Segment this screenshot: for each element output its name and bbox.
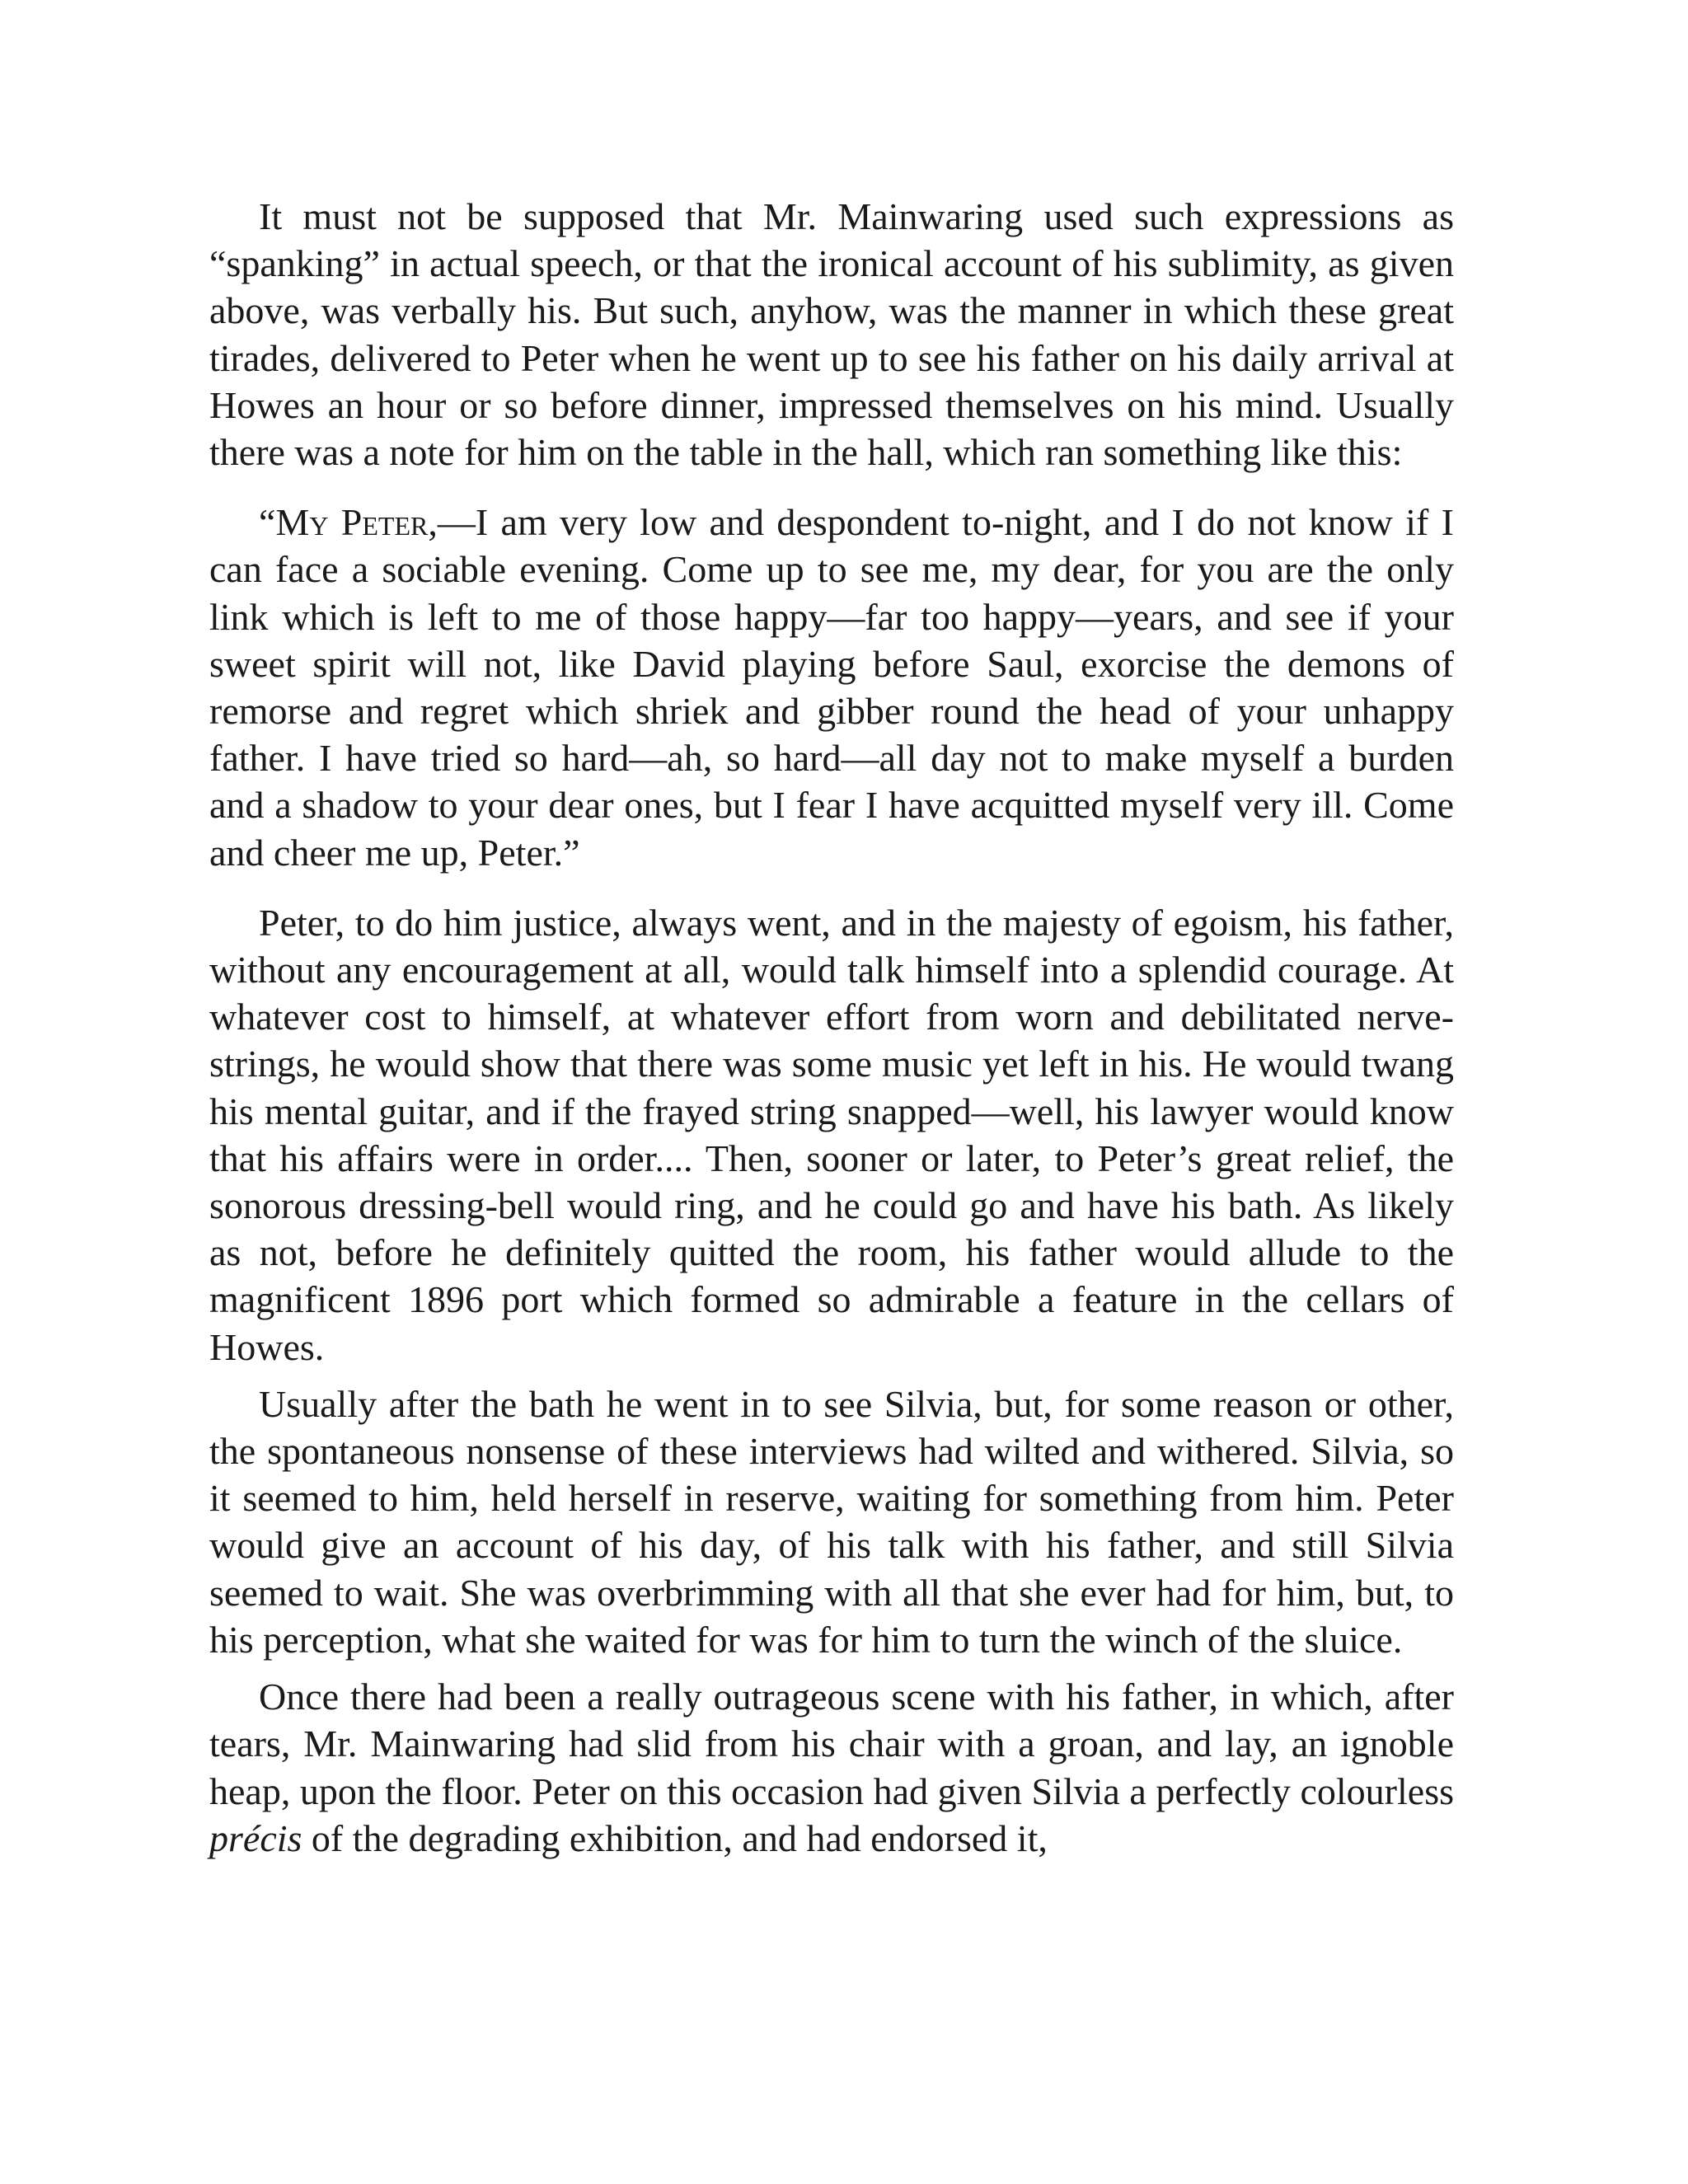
paragraph-1: [209, 193, 1454, 476]
paragraph-2-text: —I am very low and despondent to-night, and I do not know if I can face a sociable evening. Come up to see me, my dear, for you are the only link which is left to me of those happy—far too happy—years, and see if your sweet spirit will not, like David playing before Saul, exorcise the demons of remorse and regret which shriek and gibber round the head of your unhappy father. I have tried so hard—ah, so hard—all day not to make myself a burden and a shadow to your dear ones, but I fear I have acquitted myself very ill. Come and cheer me up, Peter.”: [209, 501, 1454, 874]
paragraph-5-text-after: of the degrading exhibition, and had endorsed it,: [302, 1816, 1048, 1859]
letter-salutation: “My Peter,: [259, 501, 438, 544]
paragraph-5-emphasis: précis: [209, 1816, 302, 1859]
paragraph-4-text: Usually after the bath he went in to see Silvia, but, for some reason or other, the spontaneous nonsense of these interviews had wilted and withered. Silvia, so it seemed to him, held herself in reserve, waiting for something from him. Peter would give an account of his day, of his talk with his father, and still Silvia seemed to wait. She was overbrimming with all that she ever had for him, but, to his perception, what she waited for was for him to turn the winch of the sluice.: [209, 1382, 1454, 1661]
paragraph-1-text: It must not be supposed that Mr. Mainwaring used such expressions as “spanking” in actual speech, or that the ironical account of his sublimity, as given above, was verbally his. But such, anyhow, was the manner in which these great tirades, delivered to Peter when he went up to see his father on his daily arrival at Howes an hour or so before dinner, impressed themselves on his mind. Usually there was a note for him on the table in the hall, which ran something like this:: [209, 195, 1454, 474]
paragraph-5: [209, 1673, 1454, 1862]
paragraph-3-text: Peter, to do him justice, always went, and in the majesty of egoism, his father, without any encouragement at all, would talk himself into a splendid courage. At whatever cost to himself, at whatever effort from worn and debilitated nerve-strings, he would show that there was some music yet left in his. He would twang his mental guitar, and if the frayed string snapped—well, his lawyer would know that his affairs were in order.... Then, sooner or later, to Peter’s great relief, the sonorous dressing-bell would ring, and he could go and have his bath. As likely as not, before he definitely quitted the room, his father would allude to the magnificent 1896 port which formed so admirable a feature in the cellars of Howes.: [209, 901, 1454, 1368]
paragraph-2-letter: [209, 499, 1454, 876]
paragraph-5-text-before: Once there had been a really outrageous scene with his father, in which, after tears, Mr. Mainwaring had slid from his chair with a groan, and lay, an ignoble heap, upon the floor. Peter on this occasion had given Silvia a perfectly colourless: [209, 1675, 1454, 1812]
book-page: [209, 193, 1454, 1862]
paragraph-4: [209, 1380, 1454, 1663]
paragraph-3: [209, 899, 1454, 1371]
